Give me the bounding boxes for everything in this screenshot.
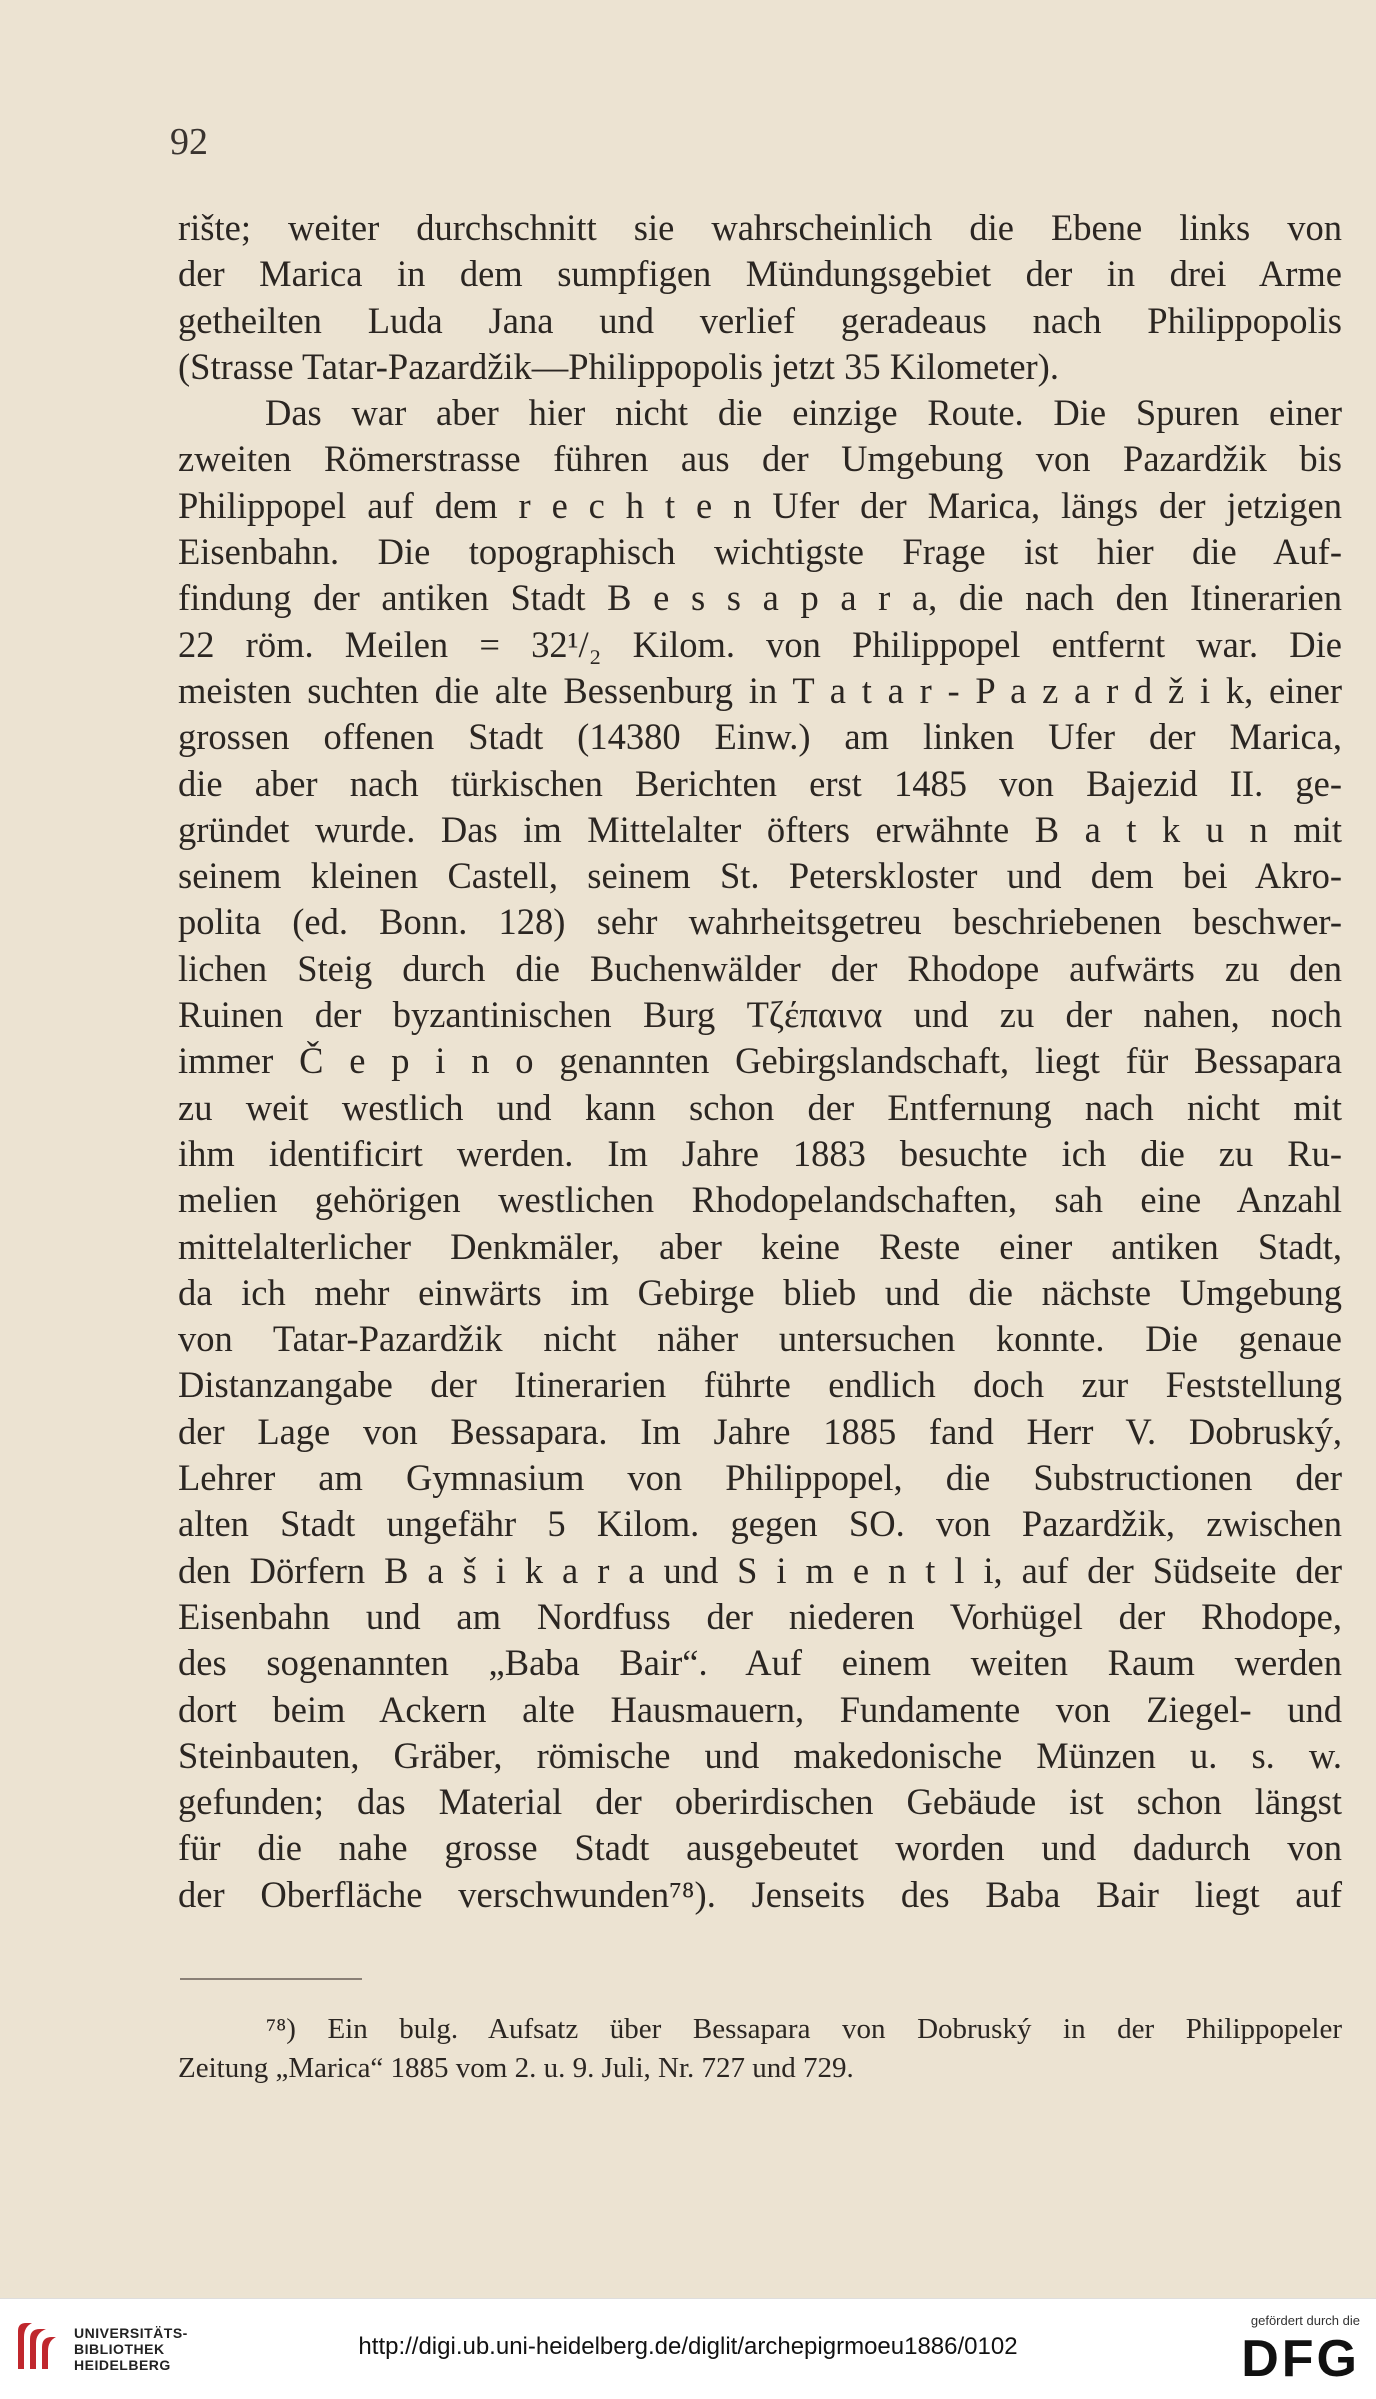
text-line: lichen Steig durch die Buchenwälder der Rhodope aufwärts zu den <box>178 947 1342 989</box>
funding-caption: gefördert durch die <box>1250 2313 1360 2328</box>
text-line: Eisenbahn und am Nordfuss der niederen Vorhügel der Rhodope, <box>178 1595 1342 1637</box>
text-line: den Dörfern B a š i k a r a und S i m e n t l i, auf der Südseite der <box>178 1549 1342 1591</box>
viewer-footer <box>0 2298 1376 2399</box>
library-name-line: BIBLIOTHEK <box>74 2341 165 2357</box>
text-line: alten Stadt ungefähr 5 Kilom. gegen SO. von Pazardžik, zwischen <box>178 1503 1342 1545</box>
footnote-divider <box>180 1978 362 1980</box>
text-line: da ich mehr einwärts im Gebirge blieb und die nächste Umgebung <box>178 1271 1342 1313</box>
footnote-line: Zeitung „Marica“ 1885 vom 2. u. 9. Juli, Nr. 727 und 729. <box>178 2052 854 2084</box>
text-line: rište; weiter durchschnitt sie wahrscheinlich die Ebene links von <box>178 207 1342 248</box>
text-line: zweiten Römerstrasse führen aus der Umgebung von Pazardžik bis <box>178 438 1342 480</box>
text-line: gefunden; das Material der oberirdischen Gebäude ist schon längst <box>178 1781 1342 1823</box>
text-line: Das war aber hier nicht die einzige Route. Die Spuren einer <box>265 392 1342 434</box>
text-line: Ruinen der byzantinischen Burg Τζέπαινα und zu der nahen, noch <box>178 994 1342 1036</box>
library-name-line: HEIDELBERG <box>74 2357 171 2373</box>
text-line: grossen offenen Stadt (14380 Einw.) am linken Ufer der Marica, <box>178 716 1342 758</box>
text-line: meisten suchten die alte Bessenburg in T a t a r - P a z a r d ž i k, einer <box>178 669 1342 711</box>
text-line: der Marica in dem sumpfigen Mündungsgebiet der in drei Arme <box>178 253 1342 295</box>
text-line: Eisenbahn. Die topographisch wichtigste Frage ist hier die Auf- <box>178 531 1342 573</box>
text-line: Steinbauten, Gräber, römische und makedonische Münzen u. s. w. <box>178 1734 1342 1776</box>
text-line: dort beim Ackern alte Hausmauern, Fundamente von Ziegel- und <box>178 1688 1342 1730</box>
text-line: mittelalterlicher Denkmäler, aber keine Reste einer antiken Stadt, <box>178 1225 1342 1267</box>
text-line: polita (ed. Bonn. 128) sehr wahrheitsgetreu beschriebenen beschwer- <box>178 901 1342 943</box>
text-line: für die nahe grosse Stadt ausgebeutet worden und dadurch von <box>178 1827 1342 1869</box>
text-line: getheilten Luda Jana und verlief geradeaus nach Philippopolis <box>178 299 1342 341</box>
text-line: gründet wurde. Das im Mittelalter öfters erwähnte B a t k u n mit <box>178 808 1342 850</box>
text-line: Distanzangabe der Itinerarien führte endlich doch zur Feststellung <box>178 1364 1342 1406</box>
text-line: Philippopel auf dem r e c h t e n Ufer der Marica, längs der jetzigen <box>178 484 1342 526</box>
text-line: der Oberfläche verschwunden⁷⁸). Jenseits des Baba Bair liegt auf <box>178 1873 1342 1915</box>
body-text <box>178 205 1342 1918</box>
text-line: 22 röm. Meilen = 32¹/₂ Kilom. von Philippopel entfernt war. Die <box>178 623 1342 665</box>
footnote <box>178 2010 1342 2088</box>
dfg-logo: DFG <box>1241 2330 1360 2388</box>
text-line: des sogenannten „Baba Bair“. Auf einem weiten Raum werden <box>178 1642 1342 1684</box>
page-number: 92 <box>170 121 208 163</box>
text-line: von Tatar-Pazardžik nicht näher untersuchen konnte. Die genaue <box>178 1318 1342 1360</box>
text-line: die aber nach türkischen Berichten erst 1485 von Bajezid II. ge- <box>178 762 1342 804</box>
text-line: findung der antiken Stadt B e s s a p a r a, die nach den Itinerarien <box>178 577 1342 619</box>
text-line: ihm identificirt werden. Im Jahre 1883 besuchte ich die zu Ru- <box>178 1132 1342 1174</box>
text-line: (Strasse Tatar-Pazardžik—Philippopolis jetzt 35 Kilometer). <box>178 345 1059 387</box>
text-line: der Lage von Bessapara. Im Jahre 1885 fand Herr V. Dobruský, <box>178 1410 1342 1452</box>
permalink-url[interactable]: http://digi.ub.uni-heidelberg.de/diglit/archepigrmoeu1886/0102 <box>358 2333 1018 2360</box>
text-line: zu weit westlich und kann schon der Entfernung nach nicht mit <box>178 1086 1342 1128</box>
text-line: melien gehörigen westlichen Rhodopelandschaften, sah eine Anzahl <box>178 1179 1342 1221</box>
text-line: immer Č e p i n o genannten Gebirgslandschaft, liegt für Bessapara <box>178 1040 1342 1082</box>
text-line: seinem kleinen Castell, seinem St. Peterskloster und dem bei Akro- <box>178 855 1342 897</box>
footnote-line: ⁷⁸) Ein bulg. Aufsatz über Bessapara von Dobruský in der Philippopeler <box>266 2013 1342 2045</box>
library-name-line: UNIVERSITÄTS- <box>74 2325 188 2341</box>
text-line: Lehrer am Gymnasium von Philippopel, die Substructionen der <box>178 1457 1342 1499</box>
